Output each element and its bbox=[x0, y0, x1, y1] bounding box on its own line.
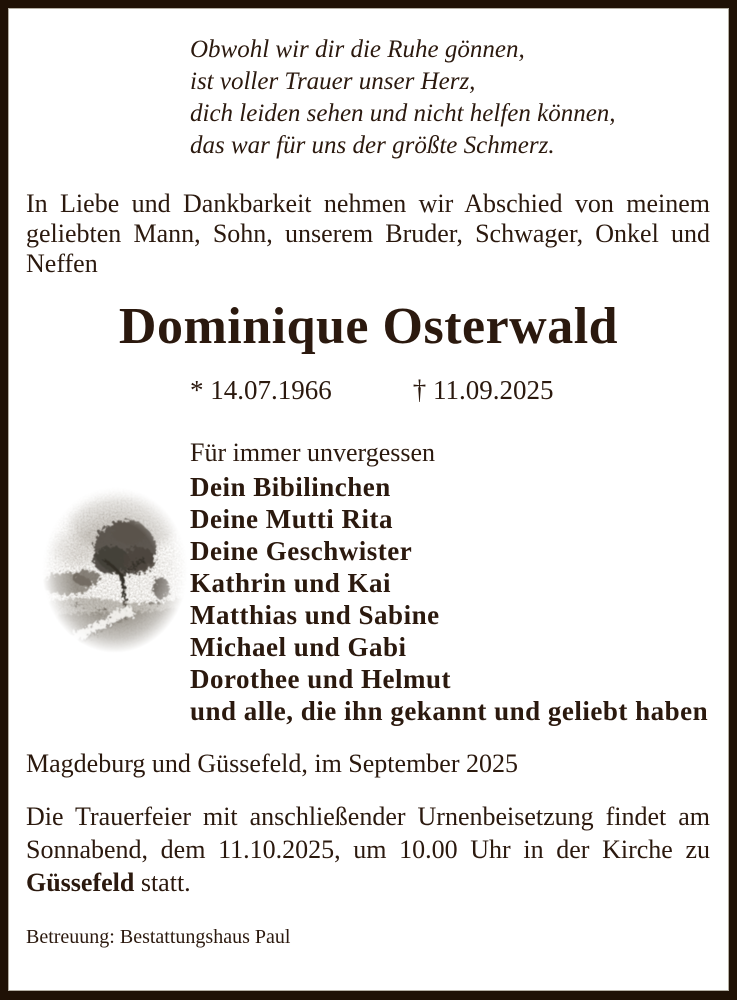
mourners-list bbox=[190, 471, 729, 727]
mourner-line: und alle, die ihn gekannt und geliebt haben bbox=[190, 696, 709, 726]
death-cross-symbol: † bbox=[412, 375, 427, 405]
deceased-name: Dominique Osterwald bbox=[118, 298, 619, 355]
farewell-intro-text: In Liebe und Dankbarkeit nehmen wir Abschied von meinem geliebten Mann, Sohn, unserem Bruder, Schwager, Onkel und Neffen bbox=[26, 189, 710, 278]
life-dates bbox=[190, 374, 729, 406]
birth-star-symbol: * bbox=[190, 375, 204, 405]
city-date-line: Magdeburg und Güssefeld, im September 2025 bbox=[26, 749, 518, 778]
birth-date-value: 14.07.1966 bbox=[210, 375, 332, 405]
mourner-line: Dein Bibilinchen bbox=[190, 472, 391, 502]
remembrance-line: Für immer unvergessen bbox=[190, 438, 436, 467]
mourner-line: Kathrin und Kai bbox=[190, 568, 392, 598]
poem-line: dich leiden sehen und nicht helfen können, bbox=[190, 100, 616, 127]
mourner-line: Matthias und Sabine bbox=[190, 600, 440, 630]
memorial-poem bbox=[190, 34, 709, 162]
poem-line: das war für uns der größte Schmerz. bbox=[190, 132, 555, 159]
funeral-info-text bbox=[26, 800, 710, 899]
poem-line: Obwohl wir dir die Ruhe gönnen, bbox=[190, 36, 525, 63]
death-date-value: 11.09.2025 bbox=[433, 375, 554, 405]
mourner-line: Michael und Gabi bbox=[190, 632, 407, 662]
mourner-line: Deine Mutti Rita bbox=[190, 504, 393, 534]
funeral-place: Güssefeld bbox=[26, 868, 135, 897]
tree-landscape-sketch-image bbox=[41, 486, 189, 654]
death-date bbox=[413, 374, 554, 406]
funeral-text-part2: statt. bbox=[134, 868, 191, 897]
mourner-line: Dorothee und Helmut bbox=[190, 664, 452, 694]
birth-date bbox=[190, 374, 332, 406]
poem-line: ist voller Trauer unser Herz, bbox=[190, 68, 476, 95]
mourner-line: Deine Geschwister bbox=[190, 536, 413, 566]
funeral-text-part1: Die Trauerfeier mit anschließender Urnenbeisetzung findet am Sonnabend, dem 11.10.2025, um 10.00 Uhr in der Kirche zu bbox=[26, 802, 710, 864]
funeral-home-line: Betreuung: Bestattungshaus Paul bbox=[26, 926, 291, 948]
